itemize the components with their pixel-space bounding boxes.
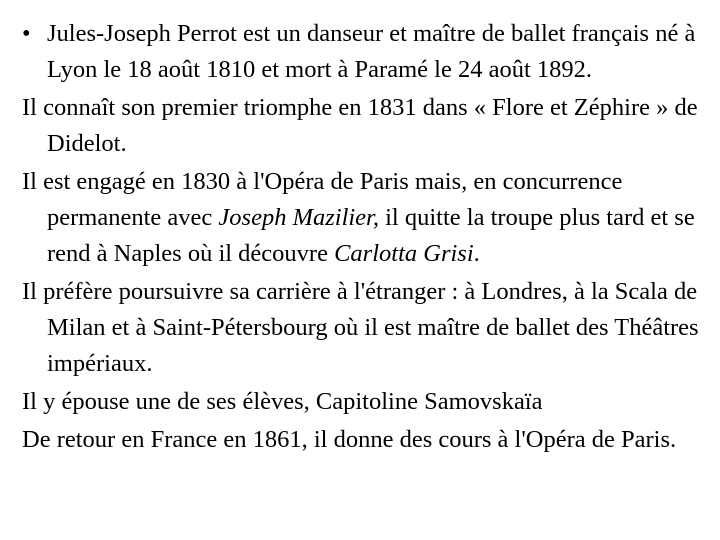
paragraph-career-abroad — [22, 274, 708, 382]
paragraph-text: Il y épouse une de ses élèves, Capitoline Samovskaïa — [22, 388, 543, 415]
paragraph-return-to-france — [22, 422, 708, 458]
paragraph-text: De retour en France en 1861, il donne des cours à l'Opéra de Paris. — [22, 426, 677, 453]
paragraph-text: Il préfère poursuivre sa carrière à l'étranger : à Londres, à la Scala de Milan et à Saint-Pétersbourg où il est maître de ballet des Théâtres impériaux. — [22, 278, 699, 377]
paragraph-opera-de-paris — [22, 164, 708, 272]
paragraph-marriage — [22, 384, 708, 420]
paragraph-text: Jules-Joseph Perrot est un danseur et maître de ballet français né à Lyon le 18 août 1810 et mort à Paramé le 24 août 1892. — [47, 20, 696, 83]
paragraph-text-part: Il est engagé en 1830 à l'Opéra de Paris mais, en concurrence permanente avec — [22, 168, 623, 231]
name-carlotta-grisi: Carlotta Grisi — [334, 240, 474, 267]
paragraph-text-part: il quitte la troupe plus tard et se rend à Naples où il découvre — [47, 204, 695, 267]
paragraph-text-part: . — [473, 240, 480, 267]
paragraph-first-triumph — [22, 90, 708, 162]
paragraph-text: Il connaît son premier triomphe en 1831 dans « Flore et Zéphire » de Didelot. — [22, 94, 698, 157]
bullet-icon: • — [22, 20, 31, 47]
paragraph-biography — [22, 16, 708, 88]
name-joseph-mazilier: Joseph Mazilier, — [218, 204, 379, 231]
